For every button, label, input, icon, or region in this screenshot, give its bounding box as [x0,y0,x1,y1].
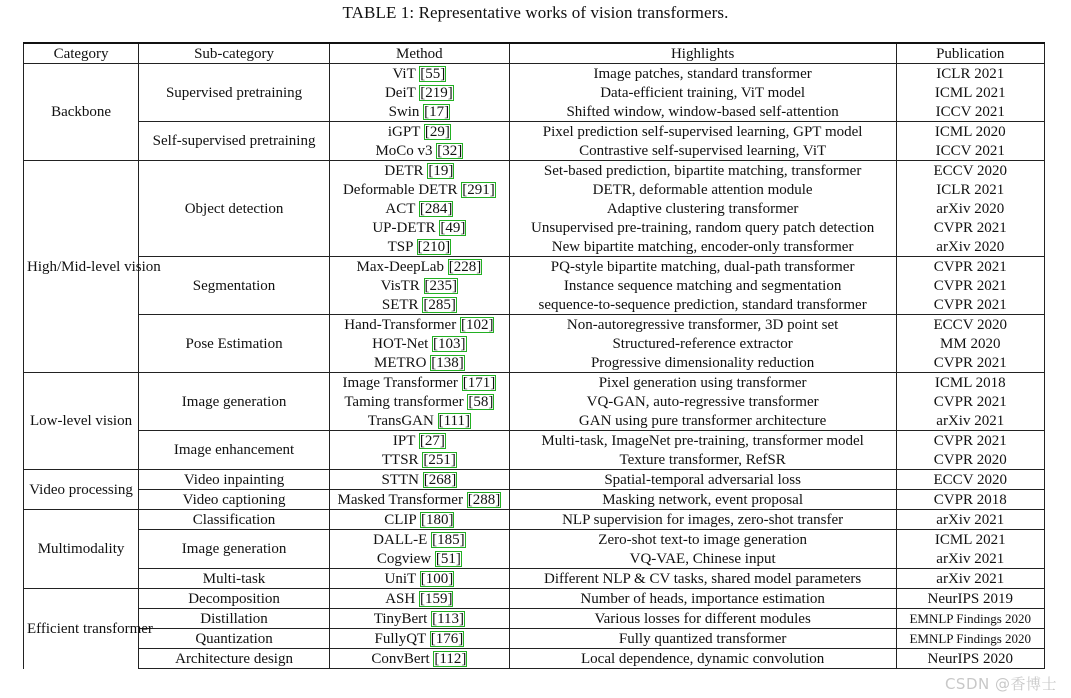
method-cell [329,589,509,609]
citation-link-box[interactable]: [291] [462,181,495,198]
publication-cell: arXiv 2020 [896,237,1044,257]
method-cell [329,450,509,470]
subcategory-cell: Multi-task [139,569,330,589]
citation-link[interactable]: 102 [465,316,489,333]
method-cell [329,490,509,510]
highlight-cell: Data-efficient training, ViT model [509,83,896,102]
citation-link[interactable]: 180 [425,511,449,528]
citation-link-box[interactable]: [111] [438,412,470,429]
citation-link[interactable]: 51 [440,550,456,567]
publication-cell: EMNLP Findings 2020 [896,629,1044,649]
header-publication: Publication [896,43,1044,64]
citation-link-box[interactable]: [19] [428,162,454,179]
citation-link-box[interactable]: [100] [420,570,454,587]
method-cell [329,161,509,181]
citation-link-box[interactable]: [251] [423,451,456,468]
table-row [24,122,1045,142]
subcategory-cell: Distillation [139,609,330,629]
method-cell [329,431,509,451]
header-method: Method [329,43,509,64]
method-name: UniT [384,570,416,587]
subcategory-cell: Video inpainting [139,470,330,490]
table-caption: TABLE 1: Representative works of vision transformers. [342,3,729,22]
table-row [24,589,1045,609]
method-cell [329,257,509,277]
citation-link[interactable]: 112 [439,650,462,667]
method-name: ACT [385,200,416,217]
highlight-cell: Pixel prediction self-supervised learning, GPT model [509,122,896,142]
method-cell [329,295,509,315]
publication-cell: arXiv 2021 [896,411,1044,431]
method-cell [329,102,509,122]
publication-cell: CVPR 2020 [896,450,1044,470]
publication-cell: CVPR 2021 [896,353,1044,373]
publication-cell: CVPR 2021 [896,257,1044,277]
table-row [24,490,1045,510]
method-name: Max-DeepLab [356,258,444,275]
method-cell [329,64,509,84]
citation-link-box[interactable]: [32] [437,142,463,159]
citation-link-box[interactable]: [228] [448,258,482,275]
citation-link-box[interactable]: [285] [423,296,456,313]
citation-link-box[interactable]: [219] [420,84,453,101]
method-name: TransGAN [367,412,434,429]
publication-cell: CVPR 2021 [896,295,1044,315]
citation-link-box[interactable]: [112] [434,650,467,667]
publication-cell: ICML 2021 [896,83,1044,102]
table-body [24,64,1045,669]
table-row [24,470,1045,490]
highlight-cell: Progressive dimensionality reduction [509,353,896,373]
publication-cell: ECCV 2020 [896,161,1044,181]
citation-link-box[interactable]: [113] [432,610,465,627]
method-cell [329,353,509,373]
method-cell [329,411,509,431]
table-row [24,431,1045,451]
publication-cell: CVPR 2021 [896,218,1044,237]
method-cell [329,510,509,530]
method-cell [329,141,509,161]
method-cell [329,609,509,629]
publication-cell: CVPR 2021 [896,392,1044,411]
method-cell [329,470,509,490]
citation-link-box[interactable]: [102] [460,316,494,333]
citation-link-box[interactable]: [49] [440,219,466,236]
table-row [24,315,1045,335]
header-category: Category [24,43,139,64]
method-cell [329,569,509,589]
table-row [24,569,1045,589]
method-cell [329,373,509,393]
method-cell [329,199,509,218]
highlight-cell: NLP supervision for images, zero-shot transfer [509,510,896,530]
method-cell [329,122,509,142]
method-name: ViT [392,65,416,82]
method-name: TinyBert [373,610,428,627]
citation-link[interactable]: 17 [429,103,445,120]
publication-cell: CVPR 2021 [896,431,1044,451]
method-name: TSP [387,238,413,255]
citation-link[interactable]: 113 [437,610,460,627]
subcategory-cell: Pose Estimation [139,315,330,373]
subcategory-cell: Self-supervised pretraining [139,122,330,161]
citation-link-box[interactable]: [268] [423,471,457,488]
method-name: DALL-E [373,531,428,548]
highlight-cell: VQ-VAE, Chinese input [509,549,896,569]
category-cell: Backbone [24,64,139,161]
citation-link-box[interactable]: [29] [424,123,450,140]
subcategory-cell: Video captioning [139,490,330,510]
method-name: iGPT [387,123,421,140]
highlight-cell: GAN using pure transformer architecture [509,411,896,431]
citation-link[interactable]: 159 [424,590,448,607]
publication-cell: CVPR 2021 [896,276,1044,295]
citation-link[interactable]: 251 [428,451,451,468]
publication-cell: arXiv 2021 [896,549,1044,569]
method-cell [329,334,509,353]
method-name: VisTR [380,277,420,294]
highlight-cell: New bipartite matching, encoder-only transformer [509,237,896,257]
subcategory-cell: Quantization [139,629,330,649]
citation-link[interactable]: 176 [435,630,459,647]
publication-cell: CVPR 2018 [896,490,1044,510]
publication-cell: EMNLP Findings 2020 [896,609,1044,629]
method-name: STTN [381,471,419,488]
highlight-cell: Set-based prediction, bipartite matching, transformer [509,161,896,181]
table-row [24,629,1045,649]
table-row [24,510,1045,530]
citation-link-box[interactable]: [171] [462,374,496,391]
subcategory-cell: Image generation [139,530,330,569]
publication-cell: MM 2020 [896,334,1044,353]
method-name: Masked Transformer [337,491,463,508]
highlight-cell: Non-autoregressive transformer, 3D point set [509,315,896,335]
category-cell: Video processing [24,470,139,510]
citation-link-box[interactable]: [180] [420,511,454,528]
method-name: ConvBert [371,650,430,667]
citation-link-box[interactable]: [17] [424,103,450,120]
highlight-cell: Fully quantized transformer [509,629,896,649]
publication-cell: NeurIPS 2020 [896,649,1044,669]
method-name: Taming transformer [344,393,464,410]
header-subcategory: Sub-category [139,43,330,64]
citation-link-box[interactable]: [55] [420,65,446,82]
table-row [24,609,1045,629]
method-name: Image Transformer [342,374,458,391]
publication-cell: ICCV 2021 [896,141,1044,161]
citation-link[interactable]: 291 [467,181,490,198]
citation-link[interactable]: 19 [433,162,449,179]
citation-link-box[interactable]: [235] [424,277,458,294]
subcategory-cell: Image enhancement [139,431,330,470]
method-cell [329,629,509,649]
publication-cell: ICLR 2021 [896,64,1044,84]
method-name: MoCo v3 [375,142,433,159]
watermark: CSDN @香博士 [944,675,1057,693]
method-name: UP-DETR [372,219,436,236]
highlight-cell: Structured-reference extractor [509,334,896,353]
citation-link[interactable]: 210 [422,238,446,255]
citation-link-box[interactable]: [138] [431,354,464,371]
method-name: DETR [384,162,424,179]
citation-link-box[interactable]: [288] [467,491,501,508]
highlight-cell: Spatial-temporal adversarial loss [509,470,896,490]
highlight-cell: Different NLP & CV tasks, shared model parameters [509,569,896,589]
citation-link[interactable]: 32 [442,142,458,159]
publication-cell: ICML 2018 [896,373,1044,393]
citation-link[interactable]: 185 [437,531,460,548]
publication-cell: ICML 2021 [896,530,1044,550]
method-name: CLIP [384,511,417,528]
method-name: IPT [392,432,416,449]
citation-link[interactable]: 288 [472,491,496,508]
subcategory-cell: Decomposition [139,589,330,609]
citation-link-box[interactable]: [103] [433,335,466,352]
citation-link[interactable]: 111 [443,412,465,429]
highlight-cell: sequence-to-sequence prediction, standard transformer [509,295,896,315]
citation-link[interactable]: 103 [438,335,461,352]
publication-cell: NeurIPS 2019 [896,589,1044,609]
highlight-cell: Image patches, standard transformer [509,64,896,84]
highlight-cell: VQ-GAN, auto-regressive transformer [509,392,896,411]
method-name: HOT-Net [372,335,429,352]
subcategory-cell: Segmentation [139,257,330,315]
method-name: FullyQT [374,630,426,647]
method-cell [329,237,509,257]
citation-link[interactable]: 58 [473,393,489,410]
method-name: TTSR [381,451,419,468]
highlight-cell: Masking network, event proposal [509,490,896,510]
publication-cell: arXiv 2021 [896,569,1044,589]
highlight-cell: Zero-shot text-to image generation [509,530,896,550]
method-name: METRO [373,354,427,371]
works-table [23,42,1045,669]
highlight-cell: Multi-task, ImageNet pre-training, transformer model [509,431,896,451]
citation-link-box[interactable]: [176] [430,630,464,647]
citation-link[interactable]: 100 [425,570,449,587]
publication-cell: ICLR 2021 [896,180,1044,199]
method-cell [329,530,509,550]
citation-link-box[interactable]: [159] [419,590,453,607]
method-name: Hand-Transformer [344,316,457,333]
method-cell [329,549,509,569]
citation-link[interactable]: 235 [429,277,453,294]
citation-link[interactable]: 27 [424,432,440,449]
highlight-cell: Pixel generation using transformer [509,373,896,393]
highlight-cell: Unsupervised pre-training, random query patch detection [509,218,896,237]
subcategory-cell: Classification [139,510,330,530]
highlight-cell: Shifted window, window-based self-attention [509,102,896,122]
citation-link-box[interactable]: [58] [468,393,494,410]
citation-link[interactable]: 228 [453,258,477,275]
publication-cell: arXiv 2020 [896,199,1044,218]
table-row [24,64,1045,84]
header-highlights: Highlights [509,43,896,64]
category-cell: High/Mid-level vision [24,161,139,373]
method-cell [329,649,509,669]
subcategory-cell: Architecture design [139,649,330,669]
highlight-cell: Contrastive self-supervised learning, ViT [509,141,896,161]
citation-link[interactable]: 55 [425,65,441,82]
publication-cell: arXiv 2021 [896,510,1044,530]
citation-link-box[interactable]: [284] [419,200,453,217]
method-cell [329,392,509,411]
citation-link-box[interactable]: [210] [417,238,451,255]
highlight-cell: Local dependence, dynamic convolution [509,649,896,669]
method-name: ASH [385,590,416,607]
method-name: SETR [381,296,419,313]
method-name: Cogview [376,550,432,567]
method-name: DeiT [384,84,416,101]
citation-link[interactable]: 268 [428,471,452,488]
table-row [24,649,1045,669]
publication-cell: ECCV 2020 [896,470,1044,490]
method-cell [329,180,509,199]
highlight-cell: Instance sequence matching and segmentation [509,276,896,295]
highlight-cell: DETR, deformable attention module [509,180,896,199]
citation-link-box[interactable]: [185] [432,531,465,548]
table-row [24,161,1045,181]
subcategory-cell: Supervised pretraining [139,64,330,122]
table-row [24,530,1045,550]
method-name: Deformable DETR [342,181,458,198]
subcategory-cell: Image generation [139,373,330,431]
method-cell [329,276,509,295]
category-cell: Low-level vision [24,373,139,470]
method-cell [329,83,509,102]
method-name: Swin [388,103,420,120]
publication-cell: ICCV 2021 [896,102,1044,122]
citation-link[interactable]: 285 [428,296,451,313]
method-cell [329,218,509,237]
citation-link-box[interactable]: [27] [419,432,445,449]
citation-link[interactable]: 29 [429,123,445,140]
publication-cell: ICML 2020 [896,122,1044,142]
citation-link[interactable]: 219 [425,84,448,101]
highlight-cell: Texture transformer, RefSR [509,450,896,470]
citation-link[interactable]: 49 [445,219,461,236]
highlight-cell: Number of heads, importance estimation [509,589,896,609]
citation-link[interactable]: 138 [436,354,459,371]
table-row [24,257,1045,277]
highlight-cell: Adaptive clustering transformer [509,199,896,218]
method-cell [329,315,509,335]
citation-link[interactable]: 171 [467,374,491,391]
highlight-cell: PQ-style bipartite matching, dual-path transformer [509,257,896,277]
citation-link[interactable]: 284 [424,200,448,217]
publication-cell: ECCV 2020 [896,315,1044,335]
table-header [24,43,1045,64]
category-cell: Multimodality [24,510,139,589]
subcategory-cell: Object detection [139,161,330,257]
table-row [24,373,1045,393]
citation-link-box[interactable]: [51] [435,550,461,567]
highlight-cell: Various losses for different modules [509,609,896,629]
category-cell: Efficient transformer [24,589,139,669]
